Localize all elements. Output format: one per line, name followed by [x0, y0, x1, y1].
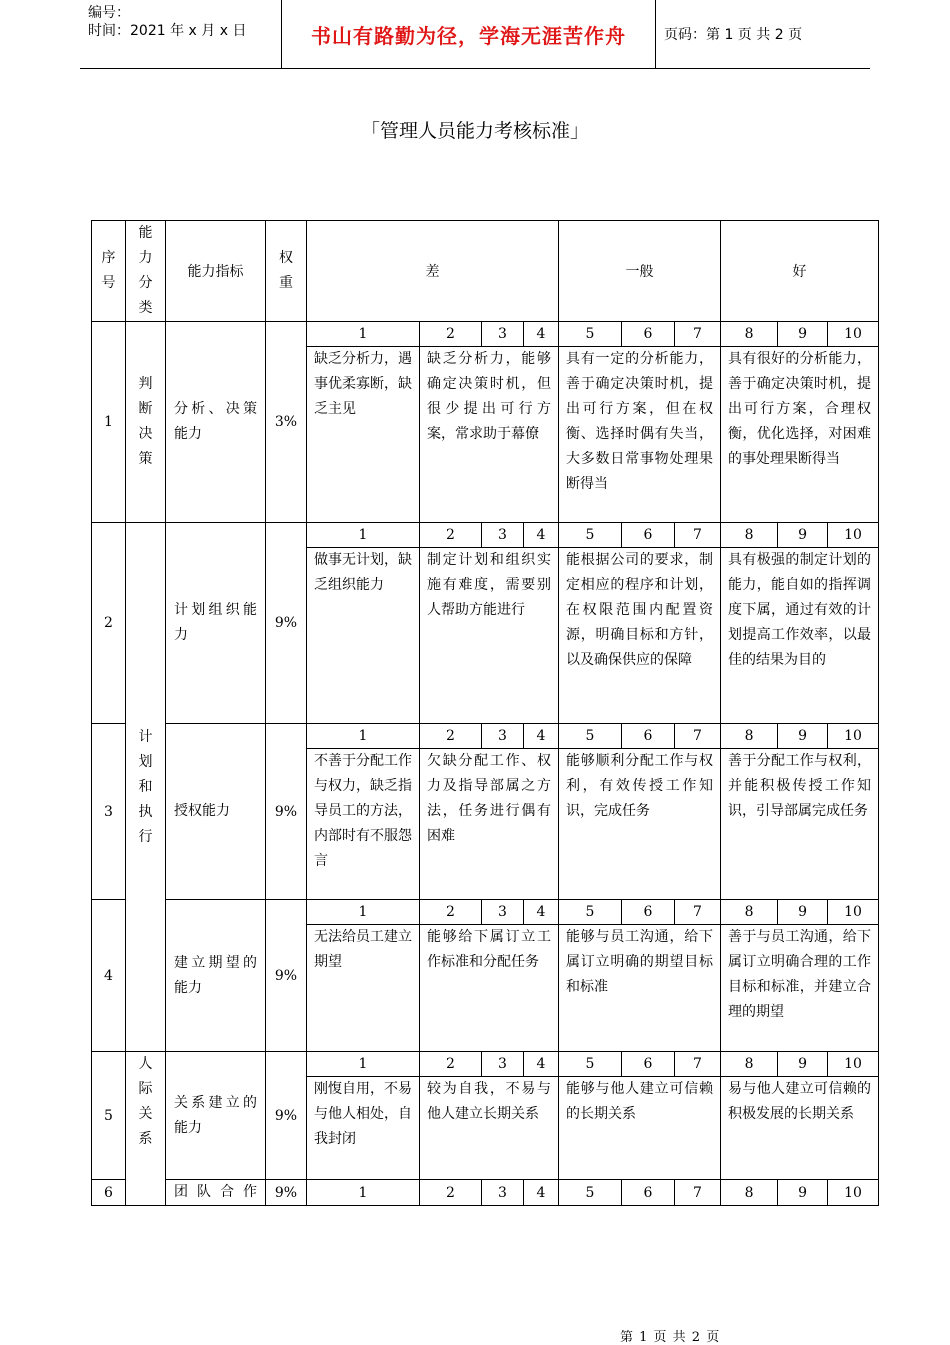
score-cell: 4: [524, 724, 559, 749]
score-cell: 6: [622, 523, 675, 548]
score-cell: 3: [482, 724, 524, 749]
header-average: 一般: [559, 221, 721, 322]
score-row: [92, 523, 879, 548]
score-cell: 10: [828, 724, 879, 749]
desc-poor-upper: 能够给下属订立工作标准和分配任务: [420, 925, 559, 1052]
score-cell: 7: [675, 1180, 721, 1206]
page-footer: 第 1 页 共 2 页: [620, 1330, 721, 1345]
score-cell: 5: [559, 724, 622, 749]
score-cell: 7: [675, 322, 721, 347]
header-good: 好: [721, 221, 879, 322]
score-cell: 6: [622, 322, 675, 347]
score-cell: 2: [420, 724, 482, 749]
score-cell: 4: [524, 1180, 559, 1206]
indicator: 团队合作: [166, 1180, 266, 1206]
score-cell: 6: [622, 724, 675, 749]
weight: 3%: [266, 322, 307, 523]
header-indicator: 能力指标: [166, 221, 266, 322]
score-cell: 2: [420, 523, 482, 548]
row-no: 4: [92, 900, 126, 1052]
score-cell: 3: [482, 523, 524, 548]
row-no: 5: [92, 1052, 126, 1180]
score-cell: 10: [828, 900, 879, 925]
header-weight: 权重: [266, 221, 307, 322]
row-no: 2: [92, 523, 126, 724]
desc-average: 具有一定的分析能力，善于确定决策时机，提出可行方案，但在权衡、选择时偶有失当，大多数日常事物处理果断得当: [559, 347, 721, 523]
score-row: [92, 724, 879, 749]
score-cell: 9: [778, 322, 828, 347]
score-cell: 3: [482, 1052, 524, 1077]
score-cell: 2: [420, 322, 482, 347]
score-cell: 5: [559, 900, 622, 925]
desc-average: 能够与员工沟通，给下属订立明确的期望目标和标准: [559, 925, 721, 1052]
score-cell: 10: [828, 523, 879, 548]
score-cell: 5: [559, 523, 622, 548]
score-row: [92, 322, 879, 347]
indicator: 分析、决策能力: [166, 322, 266, 523]
header-motto: 书山有路勤为径，学海无涯苦作舟: [282, 0, 656, 68]
header-page-label: 页码：第 1 页 共 2 页: [664, 27, 803, 43]
score-cell: 7: [675, 1052, 721, 1077]
score-cell: 6: [622, 1180, 675, 1206]
score-cell: 4: [524, 900, 559, 925]
score-cell: 1: [307, 724, 420, 749]
desc-good: 易与他人建立可信赖的积极发展的长期关系: [721, 1077, 879, 1180]
score-cell: 2: [420, 900, 482, 925]
indicator: 计划组织能力: [166, 523, 266, 724]
indicator: 关系建立的能力: [166, 1052, 266, 1180]
score-row: [92, 1052, 879, 1077]
score-cell: 6: [622, 1052, 675, 1077]
score-cell: 8: [721, 724, 778, 749]
score-cell: 9: [778, 1052, 828, 1077]
score-cell: 4: [524, 1052, 559, 1077]
score-cell: 4: [524, 322, 559, 347]
weight: 9%: [266, 1180, 307, 1206]
header-no: 序号: [92, 221, 126, 322]
score-cell: 7: [675, 523, 721, 548]
score-row: [92, 1180, 879, 1206]
score-cell: 10: [828, 322, 879, 347]
weight: 9%: [266, 1052, 307, 1180]
score-cell: 2: [420, 1180, 482, 1206]
assessment-table: [91, 220, 879, 1206]
score-cell: 5: [559, 1180, 622, 1206]
time-label: 时间：2021 年 x 月 x 日: [88, 23, 247, 39]
category-interpersonal: 人际关系: [126, 1052, 166, 1206]
score-cell: 1: [307, 1180, 420, 1206]
indicator: 建立期望的能力: [166, 900, 266, 1052]
score-cell: 8: [721, 1180, 778, 1206]
desc-good: 具有很好的分析能力，善于确定决策时机，提出可行方案，合理权衡，优化选择，对困难的事处理果断得当: [721, 347, 879, 523]
score-cell: 9: [778, 900, 828, 925]
header-meta: [80, 0, 282, 68]
indicator: 授权能力: [166, 724, 266, 900]
row-no: 3: [92, 724, 126, 900]
desc-poor: 刚愎自用，不易与他人相处，自我封闭: [307, 1077, 420, 1180]
category-judgment: 判断决策: [126, 322, 166, 523]
weight: 9%: [266, 724, 307, 900]
desc-poor-upper: 较为自我，不易与他人建立长期关系: [420, 1077, 559, 1180]
score-cell: 6: [622, 900, 675, 925]
header-category: 能力分类: [126, 221, 166, 322]
desc-poor-upper: 缺乏分析力，能够确定决策时机，但很少提出可行方案，常求助于幕僚: [420, 347, 559, 523]
document-title: 「管理人员能力考核标准」: [360, 120, 589, 142]
category-planning: 计划和执行: [126, 523, 166, 1052]
score-cell: 10: [828, 1052, 879, 1077]
score-cell: 8: [721, 1052, 778, 1077]
desc-poor: 缺乏分析力，遇事优柔寡断，缺乏主见: [307, 347, 420, 523]
score-row: [92, 900, 879, 925]
desc-good: 善于与员工沟通，给下属订立明确合理的工作目标和标准，并建立合理的期望: [721, 925, 879, 1052]
desc-good: 善于分配工作与权利，并能积极传授工作知识，引导部属完成任务: [721, 749, 879, 900]
desc-good: 具有极强的制定计划的能力，能自如的指挥调度下属，通过有效的计划提高工作效率，以最佳的结果为目的: [721, 548, 879, 724]
score-cell: 7: [675, 900, 721, 925]
desc-poor-upper: 欠缺分配工作、权力及指导部属之方法，任务进行偶有困难: [420, 749, 559, 900]
desc-average: 能根据公司的要求，制定相应的程序和计划，在权限范围内配置资源，明确目标和方针，以及确保供应的保障: [559, 548, 721, 724]
desc-poor: 不善于分配工作与权力，缺乏指导员工的方法，内部时有不服怨言: [307, 749, 420, 900]
row-no: 6: [92, 1180, 126, 1206]
desc-poor: 无法给员工建立期望: [307, 925, 420, 1052]
desc-poor-upper: 制定计划和组织实施有难度，需要别人帮助方能进行: [420, 548, 559, 724]
score-cell: 1: [307, 322, 420, 347]
weight: 9%: [266, 523, 307, 724]
desc-average: 能够顺利分配工作与权利，有效传授工作知识，完成任务: [559, 749, 721, 900]
score-cell: 3: [482, 900, 524, 925]
score-cell: 5: [559, 322, 622, 347]
score-cell: 9: [778, 724, 828, 749]
score-cell: 9: [778, 523, 828, 548]
score-cell: 8: [721, 900, 778, 925]
table-header-row: [92, 221, 879, 322]
score-cell: 3: [482, 1180, 524, 1206]
score-cell: 9: [778, 1180, 828, 1206]
row-no: 1: [92, 322, 126, 523]
page-header: [80, 0, 870, 69]
score-cell: 1: [307, 523, 420, 548]
score-cell: 3: [482, 322, 524, 347]
score-cell: 8: [721, 523, 778, 548]
code-label: 编号：: [88, 5, 130, 21]
score-cell: 8: [721, 322, 778, 347]
header-poor: 差: [307, 221, 559, 322]
score-cell: 1: [307, 900, 420, 925]
weight: 9%: [266, 900, 307, 1052]
score-cell: 5: [559, 1052, 622, 1077]
score-cell: 2: [420, 1052, 482, 1077]
score-cell: 7: [675, 724, 721, 749]
desc-average: 能够与他人建立可信赖的长期关系: [559, 1077, 721, 1180]
desc-poor: 做事无计划，缺乏组织能力: [307, 548, 420, 724]
score-cell: 4: [524, 523, 559, 548]
score-cell: 1: [307, 1052, 420, 1077]
score-cell: 10: [828, 1180, 879, 1206]
